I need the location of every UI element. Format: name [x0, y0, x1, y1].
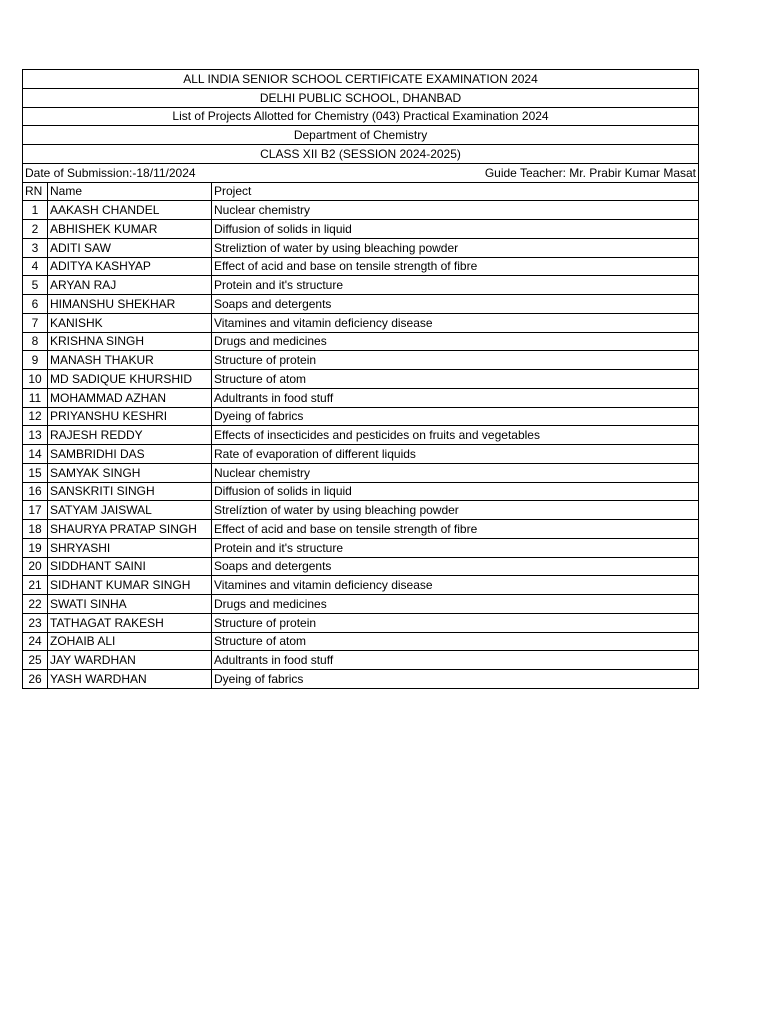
table-row: [23, 520, 699, 539]
table-row: [23, 613, 699, 632]
submission-info-row: [23, 163, 699, 182]
project-title-cell: Structure of atom: [212, 632, 699, 651]
student-name-cell: ARYAN RAJ: [48, 276, 212, 295]
project-title-cell: Soaps and detergents: [212, 557, 699, 576]
roll-number-cell: 12: [23, 407, 48, 426]
roll-number-cell: 11: [23, 388, 48, 407]
project-title-cell: Streliztion of water by using bleaching powder: [212, 238, 699, 257]
table-row: [23, 220, 699, 239]
table-row: [23, 407, 699, 426]
column-header-name: Name: [48, 182, 212, 201]
table-row: [23, 313, 699, 332]
student-name-cell: PRIYANSHU KESHRI: [48, 407, 212, 426]
student-name-cell: SHAURYA PRATAP SINGH: [48, 520, 212, 539]
student-name-cell: ZOHAIB ALI: [48, 632, 212, 651]
table-row: [23, 332, 699, 351]
project-title-cell: Protein and it's structure: [212, 276, 699, 295]
roll-number-cell: 24: [23, 632, 48, 651]
roll-number-cell: 16: [23, 482, 48, 501]
student-name-cell: YASH WARDHAN: [48, 670, 212, 689]
student-name-cell: TATHAGAT RAKESH: [48, 613, 212, 632]
submission-date: Date of Submission:-18/11/2024: [23, 163, 212, 182]
column-header-row: [23, 182, 699, 201]
table-row: [23, 257, 699, 276]
project-title-cell: Nuclear chemistry: [212, 201, 699, 220]
student-name-cell: SIDDHANT SAINI: [48, 557, 212, 576]
project-title-cell: Drugs and medicines: [212, 595, 699, 614]
project-title-cell: Drugs and medicines: [212, 332, 699, 351]
student-name-cell: SWATI SINHA: [48, 595, 212, 614]
exam-title: ALL INDIA SENIOR SCHOOL CERTIFICATE EXAMINATION 2024: [23, 70, 699, 89]
roll-number-cell: 23: [23, 613, 48, 632]
student-name-cell: KRISHNA SINGH: [48, 332, 212, 351]
table-row: [23, 538, 699, 557]
roll-number-cell: 4: [23, 257, 48, 276]
roll-number-cell: 19: [23, 538, 48, 557]
student-name-cell: MD SADIQUE KHURSHID: [48, 370, 212, 389]
guide-teacher: Guide Teacher: Mr. Prabir Kumar Masat: [212, 163, 699, 182]
project-title-cell: Diffusion of solids in liquid: [212, 482, 699, 501]
student-name-cell: SATYAM JAISWAL: [48, 501, 212, 520]
table-row: [23, 426, 699, 445]
department-row: [23, 126, 699, 145]
student-name-cell: SAMYAK SINGH: [48, 463, 212, 482]
table-row: [23, 557, 699, 576]
table-row: [23, 445, 699, 464]
table-row: [23, 501, 699, 520]
student-name-cell: RAJESH REDDY: [48, 426, 212, 445]
student-name-cell: SIDHANT KUMAR SINGH: [48, 576, 212, 595]
table-body: [23, 70, 699, 689]
table-row: [23, 295, 699, 314]
project-title-cell: Vitamines and vitamin deficiency disease: [212, 313, 699, 332]
project-title-cell: Protein and it's structure: [212, 538, 699, 557]
roll-number-cell: 18: [23, 520, 48, 539]
list-title-row: [23, 107, 699, 126]
roll-number-cell: 8: [23, 332, 48, 351]
project-title-cell: Dyeing of fabrics: [212, 670, 699, 689]
roll-number-cell: 25: [23, 651, 48, 670]
table-row: [23, 201, 699, 220]
roll-number-cell: 3: [23, 238, 48, 257]
student-name-cell: ABHISHEK KUMAR: [48, 220, 212, 239]
project-title-cell: Diffusion of solids in liquid: [212, 220, 699, 239]
school-name: DELHI PUBLIC SCHOOL, DHANBAD: [23, 88, 699, 107]
table-row: [23, 351, 699, 370]
roll-number-cell: 5: [23, 276, 48, 295]
roll-number-cell: 9: [23, 351, 48, 370]
project-title-cell: Rate of evaporation of different liquids: [212, 445, 699, 464]
student-name-cell: SANSKRITI SINGH: [48, 482, 212, 501]
table-row: [23, 632, 699, 651]
student-name-cell: MANASH THAKUR: [48, 351, 212, 370]
roll-number-cell: 14: [23, 445, 48, 464]
table-row: [23, 482, 699, 501]
roll-number-cell: 26: [23, 670, 48, 689]
roll-number-cell: 15: [23, 463, 48, 482]
table-row: [23, 370, 699, 389]
class-session-row: [23, 145, 699, 164]
list-title: List of Projects Allotted for Chemistry (043) Practical Examination 2024: [23, 107, 699, 126]
title-row: [23, 70, 699, 89]
department-name: Department of Chemistry: [23, 126, 699, 145]
project-title-cell: Adultrants in food stuff: [212, 388, 699, 407]
table-row: [23, 388, 699, 407]
table-row: [23, 463, 699, 482]
student-name-cell: KANISHK: [48, 313, 212, 332]
table-row: [23, 576, 699, 595]
project-title-cell: Nuclear chemistry: [212, 463, 699, 482]
table-row: [23, 238, 699, 257]
project-title-cell: Adultrants in food stuff: [212, 651, 699, 670]
roll-number-cell: 7: [23, 313, 48, 332]
student-name-cell: ADITYA KASHYAP: [48, 257, 212, 276]
project-allotment-table: [22, 69, 699, 689]
column-header-rn: RN: [23, 182, 48, 201]
roll-number-cell: 6: [23, 295, 48, 314]
roll-number-cell: 10: [23, 370, 48, 389]
project-title-cell: Dyeing of fabrics: [212, 407, 699, 426]
roll-number-cell: 1: [23, 201, 48, 220]
roll-number-cell: 20: [23, 557, 48, 576]
project-title-cell: Structure of protein: [212, 613, 699, 632]
student-name-cell: AAKASH CHANDEL: [48, 201, 212, 220]
roll-number-cell: 13: [23, 426, 48, 445]
school-row: [23, 88, 699, 107]
student-name-cell: SHRYASHI: [48, 538, 212, 557]
project-title-cell: Structure of atom: [212, 370, 699, 389]
roll-number-cell: 2: [23, 220, 48, 239]
student-name-cell: HIMANSHU SHEKHAR: [48, 295, 212, 314]
table-row: [23, 651, 699, 670]
roll-number-cell: 22: [23, 595, 48, 614]
project-title-cell: Strelíztion of water by using bleaching powder: [212, 501, 699, 520]
student-name-cell: MOHAMMAD AZHAN: [48, 388, 212, 407]
project-title-cell: Structure of protein: [212, 351, 699, 370]
table-row: [23, 670, 699, 689]
table-row: [23, 595, 699, 614]
project-title-cell: Effect of acid and base on tensile strength of fibre: [212, 257, 699, 276]
table-row: [23, 276, 699, 295]
roll-number-cell: 17: [23, 501, 48, 520]
student-name-cell: JAY WARDHAN: [48, 651, 212, 670]
student-name-cell: SAMBRIDHI DAS: [48, 445, 212, 464]
project-title-cell: Soaps and detergents: [212, 295, 699, 314]
column-header-project: Project: [212, 182, 699, 201]
class-session: CLASS XII B2 (SESSION 2024-2025): [23, 145, 699, 164]
project-title-cell: Vitamines and vitamin deficiency disease: [212, 576, 699, 595]
project-title-cell: Effects of insecticides and pesticides on fruits and vegetables: [212, 426, 699, 445]
student-name-cell: ADITI SAW: [48, 238, 212, 257]
project-title-cell: Effect of acid and base on tensile strength of fibre: [212, 520, 699, 539]
roll-number-cell: 21: [23, 576, 48, 595]
